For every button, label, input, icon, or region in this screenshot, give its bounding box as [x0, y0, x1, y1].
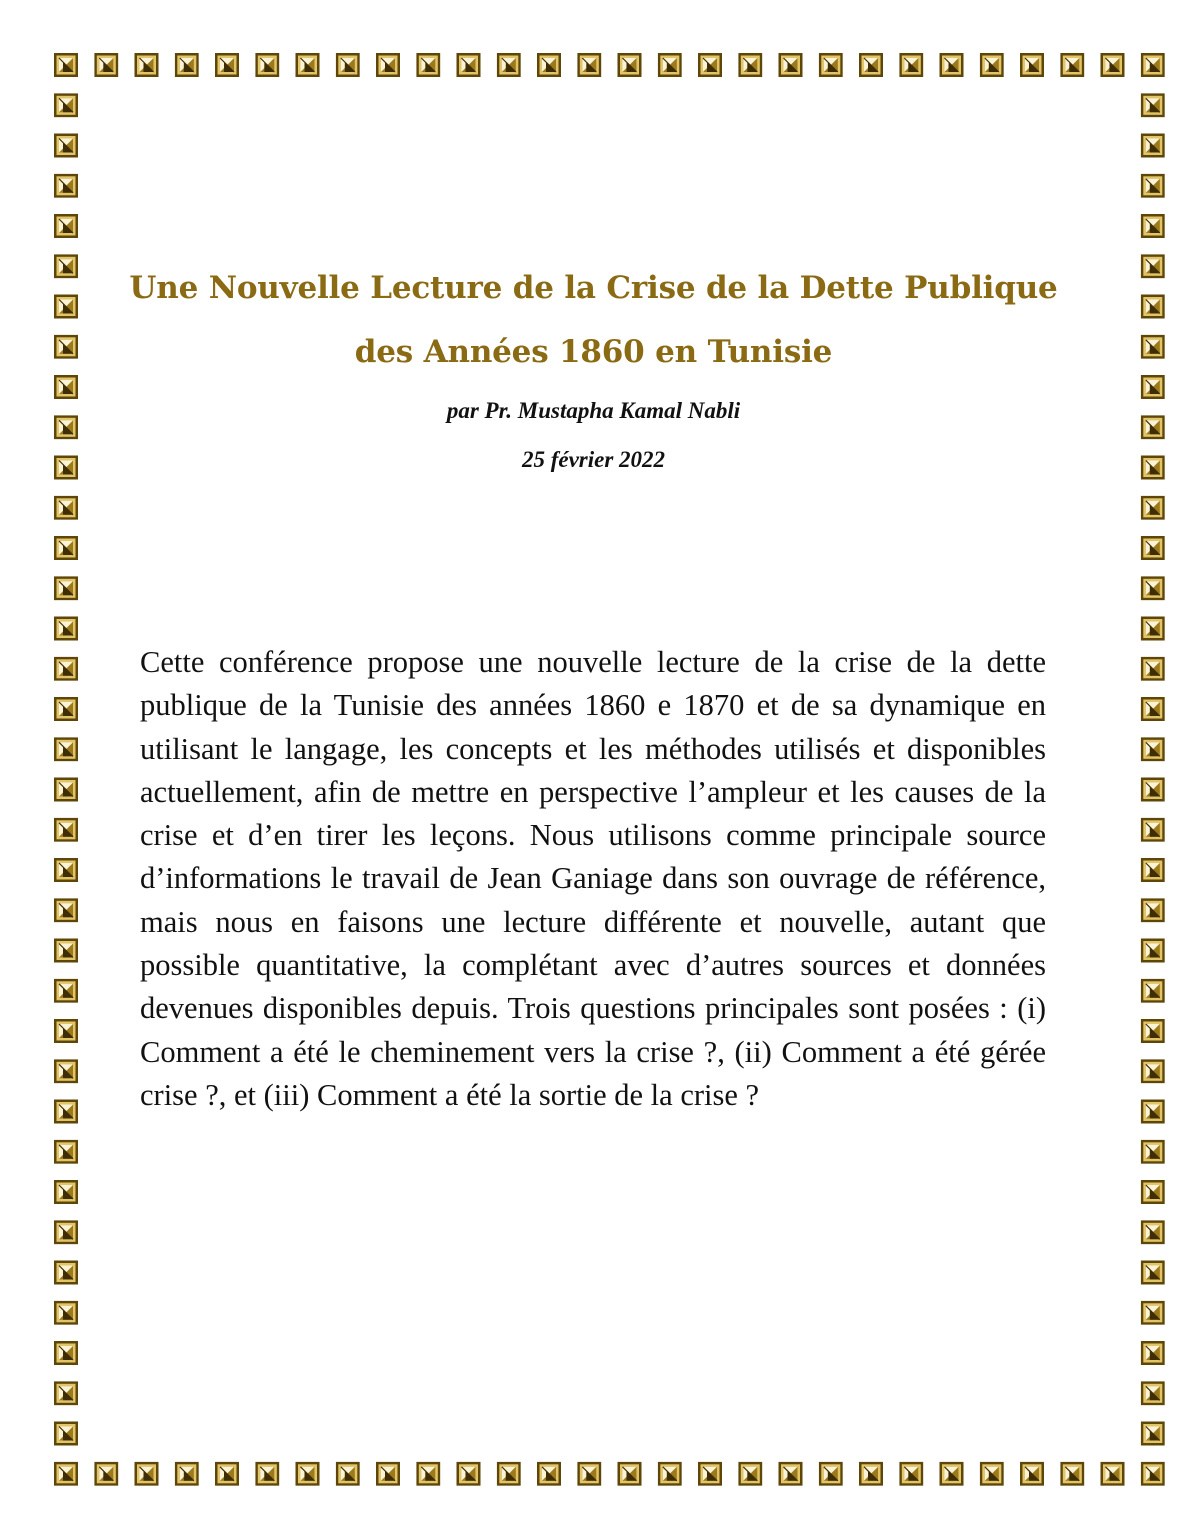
square-diagonal-ornament-icon	[738, 1462, 762, 1486]
square-diagonal-ornament-icon	[1020, 53, 1044, 77]
square-diagonal-ornament-icon	[1141, 295, 1165, 319]
square-diagonal-ornament-icon	[215, 53, 239, 77]
square-diagonal-ornament-icon	[940, 53, 964, 77]
square-diagonal-ornament-icon	[54, 295, 78, 319]
square-diagonal-ornament-icon	[135, 53, 159, 77]
square-diagonal-ornament-icon	[658, 1462, 682, 1486]
square-diagonal-ornament-icon	[1141, 536, 1165, 560]
square-diagonal-ornament-icon	[54, 657, 78, 681]
square-diagonal-ornament-icon	[899, 53, 923, 77]
square-diagonal-ornament-icon	[1141, 174, 1165, 198]
square-diagonal-ornament-icon	[175, 53, 199, 77]
square-diagonal-ornament-icon	[618, 1462, 642, 1486]
square-diagonal-ornament-icon	[1141, 415, 1165, 439]
square-diagonal-ornament-icon	[1141, 1140, 1165, 1164]
square-diagonal-ornament-icon	[54, 737, 78, 761]
square-diagonal-ornament-icon	[376, 53, 400, 77]
square-diagonal-ornament-icon	[1020, 1462, 1044, 1486]
square-diagonal-ornament-icon	[940, 1462, 964, 1486]
abstract-paragraph: Cette conférence propose une nouvelle lecture de la crise de la dette publique de la Tunisie des années 1860 e 1870 et de sa dynamique en utilisant le langage, les concepts et les méthodes utilisés et disponibles actuellement, afin de mettre en perspective l’ampleur et les causes de la crise et d’en tirer les leçons. Nous utilisons comme principale source d’informations le travail de Jean Ganiage dans son ouvrage de référence, mais nous en faisons une lecture différente et nouvelle, autant que possible quantitative, la complétant avec d’autres sources et données devenues disponibles depuis. Trois questions principales sont posées : (i) Comment a été le cheminement vers la crise ?, (ii) Comment a été gérée crise ?, et (iii) Comment a été la sortie de la crise ?	[140, 645, 1046, 1112]
square-diagonal-ornament-icon	[1141, 858, 1165, 882]
square-diagonal-ornament-icon	[457, 53, 481, 77]
square-diagonal-ornament-icon	[1141, 335, 1165, 359]
square-diagonal-ornament-icon	[135, 1462, 159, 1486]
square-diagonal-ornament-icon	[54, 536, 78, 560]
square-diagonal-ornament-icon	[54, 576, 78, 600]
square-diagonal-ornament-icon	[1141, 1381, 1165, 1405]
square-diagonal-ornament-icon	[738, 53, 762, 77]
square-diagonal-ornament-icon	[336, 53, 360, 77]
square-diagonal-ornament-icon	[1141, 617, 1165, 641]
square-diagonal-ornament-icon	[54, 818, 78, 842]
square-diagonal-ornament-icon	[980, 53, 1004, 77]
square-diagonal-ornament-icon	[416, 53, 440, 77]
square-diagonal-ornament-icon	[1141, 657, 1165, 681]
square-diagonal-ornament-icon	[859, 53, 883, 77]
square-diagonal-ornament-icon	[1060, 1462, 1084, 1486]
square-diagonal-ornament-icon	[54, 134, 78, 158]
square-diagonal-ornament-icon	[54, 697, 78, 721]
square-diagonal-ornament-icon	[54, 1019, 78, 1043]
square-diagonal-ornament-icon	[1141, 1220, 1165, 1244]
square-diagonal-ornament-icon	[296, 1462, 320, 1486]
square-diagonal-ornament-icon	[54, 1381, 78, 1405]
square-diagonal-ornament-icon	[1141, 254, 1165, 278]
square-diagonal-ornament-icon	[376, 1462, 400, 1486]
square-diagonal-ornament-icon	[1141, 1301, 1165, 1325]
square-diagonal-ornament-icon	[980, 1462, 1004, 1486]
square-diagonal-ornament-icon	[698, 1462, 722, 1486]
square-diagonal-ornament-icon	[1141, 1462, 1165, 1486]
square-diagonal-ornament-icon	[859, 1462, 883, 1486]
square-diagonal-ornament-icon	[54, 1140, 78, 1164]
square-diagonal-ornament-icon	[416, 1462, 440, 1486]
square-diagonal-ornament-icon	[1101, 53, 1125, 77]
square-diagonal-ornament-icon	[54, 1341, 78, 1365]
square-diagonal-ornament-icon	[1141, 1019, 1165, 1043]
square-diagonal-ornament-icon	[54, 53, 78, 77]
square-diagonal-ornament-icon	[1141, 214, 1165, 238]
square-diagonal-ornament-icon	[255, 1462, 279, 1486]
square-diagonal-ornament-icon	[698, 53, 722, 77]
document-date: 25 février 2022	[521, 447, 666, 472]
square-diagonal-ornament-icon	[1141, 778, 1165, 802]
square-diagonal-ornament-icon	[54, 617, 78, 641]
square-diagonal-ornament-icon	[1141, 1422, 1165, 1446]
square-diagonal-ornament-icon	[779, 53, 803, 77]
square-diagonal-ornament-icon	[54, 375, 78, 399]
square-diagonal-ornament-icon	[1141, 1180, 1165, 1204]
square-diagonal-ornament-icon	[54, 335, 78, 359]
square-diagonal-ornament-icon	[497, 53, 521, 77]
square-diagonal-ornament-icon	[54, 93, 78, 117]
square-diagonal-ornament-icon	[336, 1462, 360, 1486]
square-diagonal-ornament-icon	[819, 1462, 843, 1486]
square-diagonal-ornament-icon	[54, 174, 78, 198]
square-diagonal-ornament-icon	[54, 778, 78, 802]
square-diagonal-ornament-icon	[1141, 456, 1165, 480]
square-diagonal-ornament-icon	[1141, 1261, 1165, 1285]
square-diagonal-ornament-icon	[1141, 898, 1165, 922]
square-diagonal-ornament-icon	[1141, 979, 1165, 1003]
square-diagonal-ornament-icon	[54, 939, 78, 963]
square-diagonal-ornament-icon	[1141, 93, 1165, 117]
square-diagonal-ornament-icon	[1141, 576, 1165, 600]
square-diagonal-ornament-icon	[255, 53, 279, 77]
document-title-line-2: des Années 1860 en Tunisie	[354, 334, 833, 370]
square-diagonal-ornament-icon	[1141, 134, 1165, 158]
square-diagonal-ornament-icon	[54, 898, 78, 922]
square-diagonal-ornament-icon	[899, 1462, 923, 1486]
square-diagonal-ornament-icon	[54, 214, 78, 238]
square-diagonal-ornament-icon	[1141, 496, 1165, 520]
square-diagonal-ornament-icon	[1141, 697, 1165, 721]
square-diagonal-ornament-icon	[1141, 1341, 1165, 1365]
square-diagonal-ornament-icon	[779, 1462, 803, 1486]
square-diagonal-ornament-icon	[577, 1462, 601, 1486]
square-diagonal-ornament-icon	[577, 53, 601, 77]
square-diagonal-ornament-icon	[54, 1180, 78, 1204]
document-title-line-1: Une Nouvelle Lecture de la Crise de la Dette Publique	[129, 270, 1058, 306]
author-byline: par Pr. Mustapha Kamal Nabli	[446, 398, 741, 423]
square-diagonal-ornament-icon	[54, 1100, 78, 1124]
square-diagonal-ornament-icon	[1141, 818, 1165, 842]
square-diagonal-ornament-icon	[54, 456, 78, 480]
square-diagonal-ornament-icon	[94, 1462, 118, 1486]
square-diagonal-ornament-icon	[54, 1220, 78, 1244]
square-diagonal-ornament-icon	[54, 979, 78, 1003]
square-diagonal-ornament-icon	[1101, 1462, 1125, 1486]
square-diagonal-ornament-icon	[1060, 53, 1084, 77]
square-diagonal-ornament-icon	[54, 415, 78, 439]
square-diagonal-ornament-icon	[54, 496, 78, 520]
square-diagonal-ornament-icon	[537, 53, 561, 77]
square-diagonal-ornament-icon	[54, 254, 78, 278]
square-diagonal-ornament-icon	[54, 1462, 78, 1486]
square-diagonal-ornament-icon	[54, 858, 78, 882]
square-diagonal-ornament-icon	[658, 53, 682, 77]
square-diagonal-ornament-icon	[618, 53, 642, 77]
square-diagonal-ornament-icon	[175, 1462, 199, 1486]
square-diagonal-ornament-icon	[1141, 375, 1165, 399]
square-diagonal-ornament-icon	[54, 1422, 78, 1446]
square-diagonal-ornament-icon	[54, 1059, 78, 1083]
square-diagonal-ornament-icon	[497, 1462, 521, 1486]
square-diagonal-ornament-icon	[94, 53, 118, 77]
square-diagonal-ornament-icon	[1141, 1100, 1165, 1124]
square-diagonal-ornament-icon	[537, 1462, 561, 1486]
square-diagonal-ornament-icon	[1141, 737, 1165, 761]
square-diagonal-ornament-icon	[54, 1301, 78, 1325]
square-diagonal-ornament-icon	[215, 1462, 239, 1486]
square-diagonal-ornament-icon	[457, 1462, 481, 1486]
square-diagonal-ornament-icon	[1141, 1059, 1165, 1083]
square-diagonal-ornament-icon	[296, 53, 320, 77]
square-diagonal-ornament-icon	[1141, 939, 1165, 963]
square-diagonal-ornament-icon	[1141, 53, 1165, 77]
square-diagonal-ornament-icon	[54, 1261, 78, 1285]
square-diagonal-ornament-icon	[819, 53, 843, 77]
